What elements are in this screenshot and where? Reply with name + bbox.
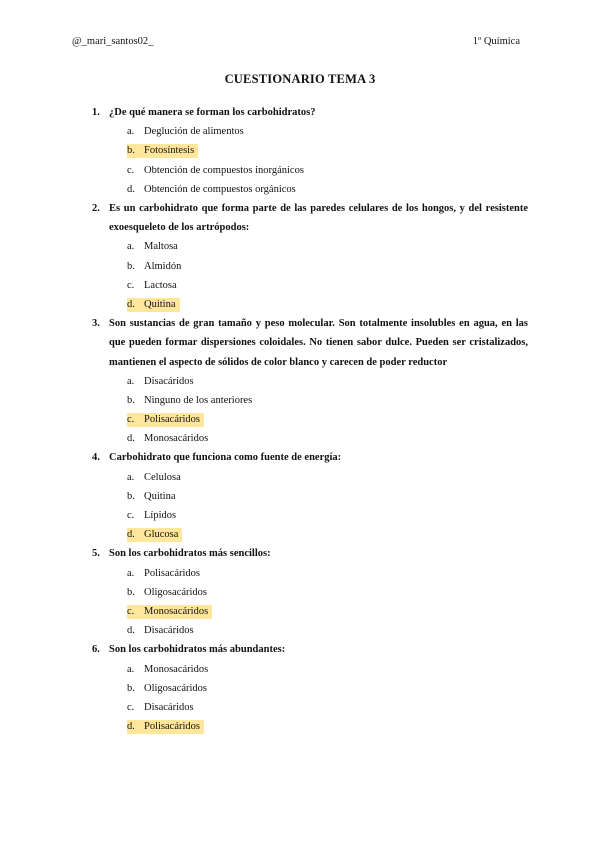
- option-text: Celulosa: [144, 471, 181, 483]
- answer-option: [92, 660, 528, 679]
- question-4: [92, 448, 528, 544]
- option-text: Obtención de compuestos orgánicos: [144, 183, 296, 195]
- answer-options: [92, 372, 528, 449]
- page-title: CUESTIONARIO TEMA 3: [224, 72, 376, 86]
- option-letter: d.: [127, 298, 135, 310]
- header-author: @_mari_santos02_: [72, 36, 154, 47]
- question-prompt: Son los carbohidratos más sencillos:: [109, 548, 271, 560]
- answer-option-highlighted: [92, 602, 528, 621]
- answer-option: [92, 506, 528, 525]
- answer-options: [92, 660, 528, 737]
- option-letter: b.: [127, 145, 135, 157]
- answer-option: [92, 391, 528, 410]
- answer-option: [92, 468, 528, 487]
- option-letter: a.: [127, 663, 135, 675]
- option-letter: d.: [127, 433, 135, 445]
- answer-option: [92, 122, 528, 141]
- question-3: [92, 314, 528, 448]
- option-text: Almidón: [144, 260, 182, 272]
- question-text: [92, 640, 528, 659]
- option-letter: a.: [127, 567, 135, 579]
- question-number: 2.: [92, 202, 100, 214]
- option-letter: c.: [127, 510, 135, 522]
- option-letter: c.: [127, 701, 135, 713]
- option-text: Quitina: [144, 298, 176, 310]
- option-text: Monosacáridos: [144, 663, 209, 675]
- answer-option: [92, 161, 528, 180]
- option-text: Disacáridos: [144, 625, 194, 637]
- option-text: Polisacáridos: [144, 567, 200, 579]
- answer-option: [92, 698, 528, 717]
- option-text: Disacáridos: [144, 375, 194, 387]
- question-text: [92, 544, 528, 563]
- answer-option: [92, 679, 528, 698]
- option-text: Disacáridos: [144, 701, 194, 713]
- answer-option-highlighted: [92, 410, 528, 429]
- question-1: [92, 103, 528, 199]
- question-number: 4.: [92, 452, 100, 464]
- option-letter: c.: [127, 164, 135, 176]
- option-text: Fotosíntesis: [144, 145, 195, 157]
- answer-option-highlighted: [92, 525, 528, 544]
- option-text: Lactosa: [144, 279, 177, 291]
- option-text: Polisacáridos: [144, 414, 200, 426]
- option-text: Oligosacáridos: [144, 682, 207, 694]
- question-list: [92, 103, 528, 736]
- option-letter: c.: [127, 414, 135, 426]
- option-text: Monosacáridos: [144, 606, 209, 617]
- option-letter: a.: [127, 126, 135, 138]
- option-letter: b.: [127, 260, 135, 272]
- option-text: Monosacáridos: [144, 433, 209, 445]
- option-letter: a.: [127, 471, 135, 483]
- question-prompt: Son sustancias de gran tamaño y peso molecular. Son totalmente insolubles en agua, en las que pueden formar dispersiones coloidales. No tienen sabor dulce. Pueden ser cristalizados, mantienen el aspecto de sólidos de color blanco y carecen de poder reductor: [109, 318, 528, 368]
- header-course: 1º Química: [472, 36, 520, 47]
- question-number: 1.: [92, 107, 100, 118]
- option-letter: d.: [127, 183, 135, 195]
- answer-option: [92, 487, 528, 506]
- option-letter: b.: [127, 490, 135, 502]
- option-letter: d.: [127, 529, 135, 541]
- question-text: [92, 199, 528, 237]
- option-letter: b.: [127, 682, 135, 694]
- answer-option-highlighted: [92, 141, 528, 160]
- answer-option: [92, 583, 528, 602]
- question-prompt: Es un carbohidrato que forma parte de las paredes celulares de los hongos, y del resistente exoesqueleto de los artrópodos:: [109, 202, 528, 234]
- option-text: Ninguno de los anteriores: [144, 394, 253, 406]
- question-5: [92, 544, 528, 640]
- question-number: 5.: [92, 548, 100, 560]
- question-number: 3.: [92, 318, 100, 330]
- option-text: Deglución de alimentos: [144, 126, 244, 138]
- answer-option: [92, 257, 528, 276]
- option-text: Maltosa: [144, 241, 178, 253]
- option-letter: c.: [127, 606, 135, 617]
- question-text: [92, 448, 528, 467]
- answer-options: [92, 122, 528, 199]
- option-text: Polisacáridos: [144, 721, 200, 733]
- answer-options: [92, 237, 528, 314]
- option-text: Glucosa: [144, 529, 179, 541]
- answer-option: [92, 276, 528, 295]
- answer-option: [92, 372, 528, 391]
- question-prompt: ¿De qué manera se forman los carbohidratos?: [109, 107, 316, 118]
- question-text: [92, 314, 528, 372]
- answer-option-highlighted: [92, 295, 528, 314]
- option-text: Oligosacáridos: [144, 586, 207, 598]
- question-prompt: Son los carbohidratos más abundantes:: [109, 644, 286, 656]
- answer-options: [92, 564, 528, 641]
- answer-option: [92, 237, 528, 256]
- option-letter: a.: [127, 375, 135, 387]
- option-letter: d.: [127, 721, 135, 733]
- question-6: [92, 640, 528, 736]
- question-prompt: Carbohidrato que funciona como fuente de energía:: [109, 452, 342, 464]
- question-number: 6.: [92, 644, 100, 656]
- answer-option: [92, 429, 528, 448]
- answer-option: [92, 180, 528, 199]
- question-2: [92, 199, 528, 314]
- option-letter: a.: [127, 241, 135, 253]
- answer-option-highlighted: [92, 717, 528, 736]
- option-letter: b.: [127, 586, 135, 598]
- option-letter: c.: [127, 279, 135, 291]
- option-text: Lípidos: [144, 510, 177, 522]
- option-text: Quitina: [144, 490, 176, 502]
- answer-option: [92, 564, 528, 583]
- option-letter: b.: [127, 394, 135, 406]
- option-letter: d.: [127, 625, 135, 637]
- answer-option: [92, 621, 528, 640]
- option-text: Obtención de compuestos inorgánicos: [144, 164, 304, 176]
- answer-options: [92, 468, 528, 545]
- question-text: [92, 103, 528, 122]
